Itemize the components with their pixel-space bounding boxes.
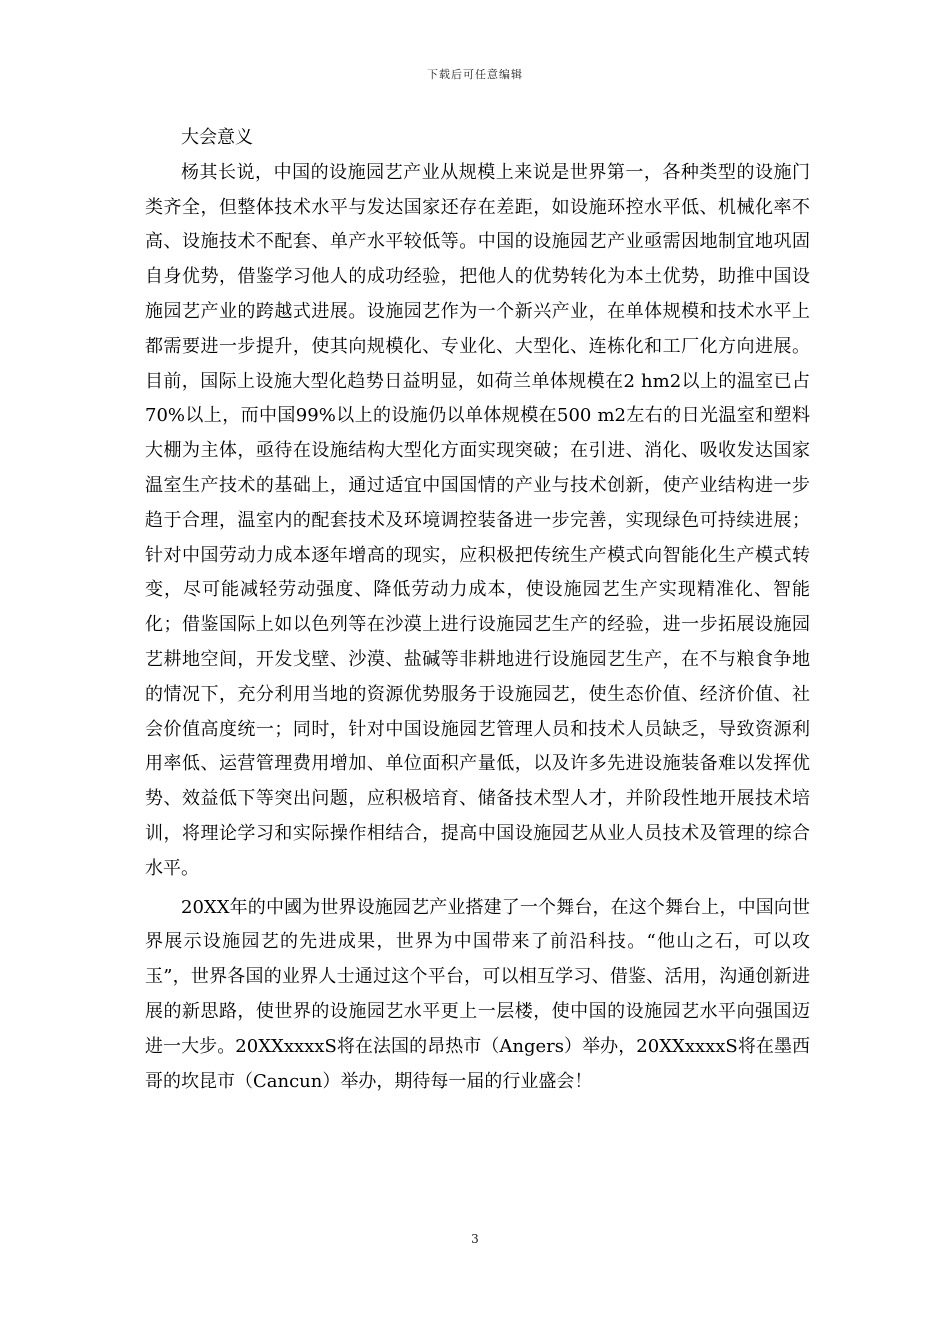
document-body <box>145 121 810 1099</box>
page-number: 3 <box>471 1232 479 1246</box>
body-paragraph-1: 杨其长说，中国的设施园艺产业从规模上来说是世界第一，各种类型的设施门类齐全，但整体技术水平与发达国家还存在差距，如设施环控水平低、机械化率不高、设施技术不配套、单产水平较低等。中国的设施园艺产业亟需因地制宜地巩固自身优势，借鉴学习他人的成功经验，把他人的优势转化为本土优势，助推中国设施园艺产业的跨越式进展。设施园艺作为一个新兴产业，在单体规模和技术水平上都需要进一步提升，使其向规模化、专业化、大型化、连栋化和工厂化方向进展。目前，国际上设施大型化趋势日益明显，如荷兰单体规模在2 hm2以上的温室已占70%以上，而中国99%以上的设施仍以单体规模在500 m2左右的日光温室和塑料大棚为主体，亟待在设施结构大型化方面实现突破；在引进、消化、吸收发达国家温室生产技术的基础上，通过适宜中国国情的产业与技术创新，使产业结构进一步趋于合理，温室内的配套技术及环境调控装备进一步完善，实现绿色可持续进展；针对中国劳动力成本逐年增高的现实，应积极把传统生产模式向智能化生产模式转变，尽可能减轻劳动强度、降低劳动力成本，使设施园艺生产实现精准化、智能化；借鉴国际上如以色列等在沙漠上进行设施园艺生产的经验，进一步拓展设施园艺耕地空间，开发戈壁、沙漠、盐碱等非耕地进行设施园艺生产，在不与粮食争地的情况下，充分利用当地的资源优势服务于设施园艺，使生态价值、经济价值、社会价值高度统一；同时，针对中国设施园艺管理人员和技术人员缺乏，导致资源利用率低、运营管理费用增加、单位面积产量低，以及许多先进设施装备难以发挥优势、效益低下等突出问题，应积极培育、储备技术型人才，并阶段性地开展技术培训，将理论学习和实际操作相结合，提高中国设施园艺从业人员技术及管理的综合水平。 <box>145 161 810 879</box>
page-header-note: 下载后可任意编辑 <box>427 68 523 81</box>
body-paragraph-2: 20XX年的中國为世界设施园艺产业搭建了一个舞台，在这个舞台上，中国向世界展示设施园艺的先进成果，世界为中国带来了前沿科技。“他山之石，可以攻玉”，世界各国的业界人士通过这个平台，可以相互学习、借鉴、活用，沟通创新进展的新思路，使世界的设施园艺水平更上一层楼，使中国的设施园艺水平向强国迈进一大步。20XXxxxxS将在法国的昂热市（Angers）举办，20XXxxxxS将在墨西哥的坎昆市（Cancun）举办，期待每一届的行业盛会！ <box>145 896 810 1092</box>
section-heading: 大会意义 <box>181 127 253 148</box>
